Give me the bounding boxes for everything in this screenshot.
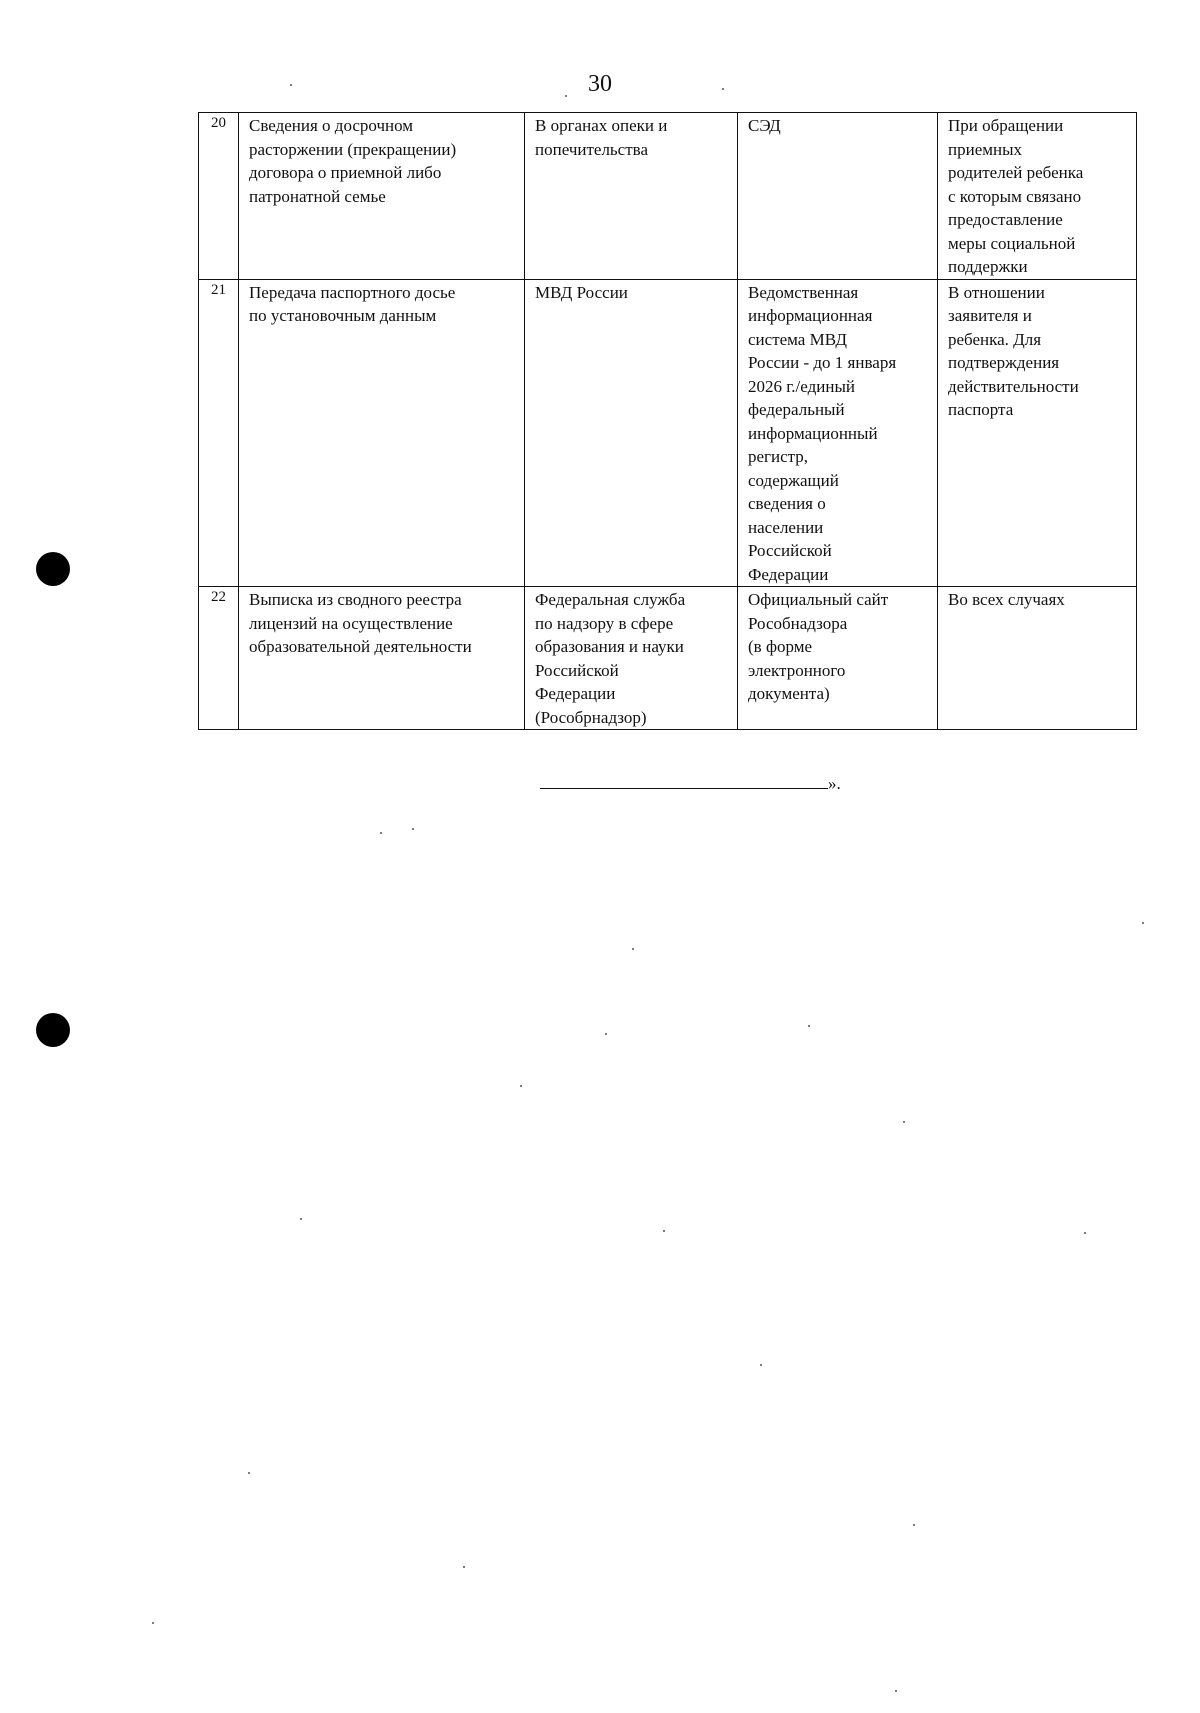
page-number: 30: [588, 71, 612, 97]
row-number: 22: [199, 587, 239, 730]
condition-cell: Во всех случаях: [938, 587, 1137, 730]
channel-cell: Ведомственная информационная система МВД России - до 1 января 2026 г./единый федеральный информационный регистр, содержащий сведения о населении Российской Федерации: [738, 279, 938, 587]
source-agency-cell: В органах опеки и попечительства: [525, 113, 738, 280]
source-agency-cell: МВД России: [525, 279, 738, 587]
row-number: 20: [199, 113, 239, 280]
information-name-cell: Сведения о досрочном расторжении (прекращении) договора о приемной либо патронатной семье: [239, 113, 525, 280]
channel-cell: СЭД: [738, 113, 938, 280]
information-name-cell: Передача паспортного досье по установочным данным: [239, 279, 525, 587]
channel-cell: Официальный сайт Рособнадзора (в форме электронного документа): [738, 587, 938, 730]
table-row: [199, 113, 1137, 280]
condition-cell: При обращении приемных родителей ребенка с которым связано предоставление меры социальной поддержки: [938, 113, 1137, 280]
row-number: 21: [199, 279, 239, 587]
information-name-cell: Выписка из сводного реестра лицензий на осуществление образовательной деятельности: [239, 587, 525, 730]
document-table: [198, 112, 1137, 730]
punch-hole-mark: [36, 552, 70, 586]
punch-hole-mark: [36, 1013, 70, 1047]
blank-underline: [540, 772, 828, 789]
table-row: [199, 279, 1137, 587]
condition-cell: В отношении заявителя и ребенка. Для подтверждения действительности паспорта: [938, 279, 1137, 587]
closing-line: [540, 772, 841, 795]
closing-quote-mark: ».: [828, 774, 841, 793]
table-row: [199, 587, 1137, 730]
source-agency-cell: Федеральная служба по надзору в сфере образования и науки Российской Федерации (Рособрнадзор): [525, 587, 738, 730]
